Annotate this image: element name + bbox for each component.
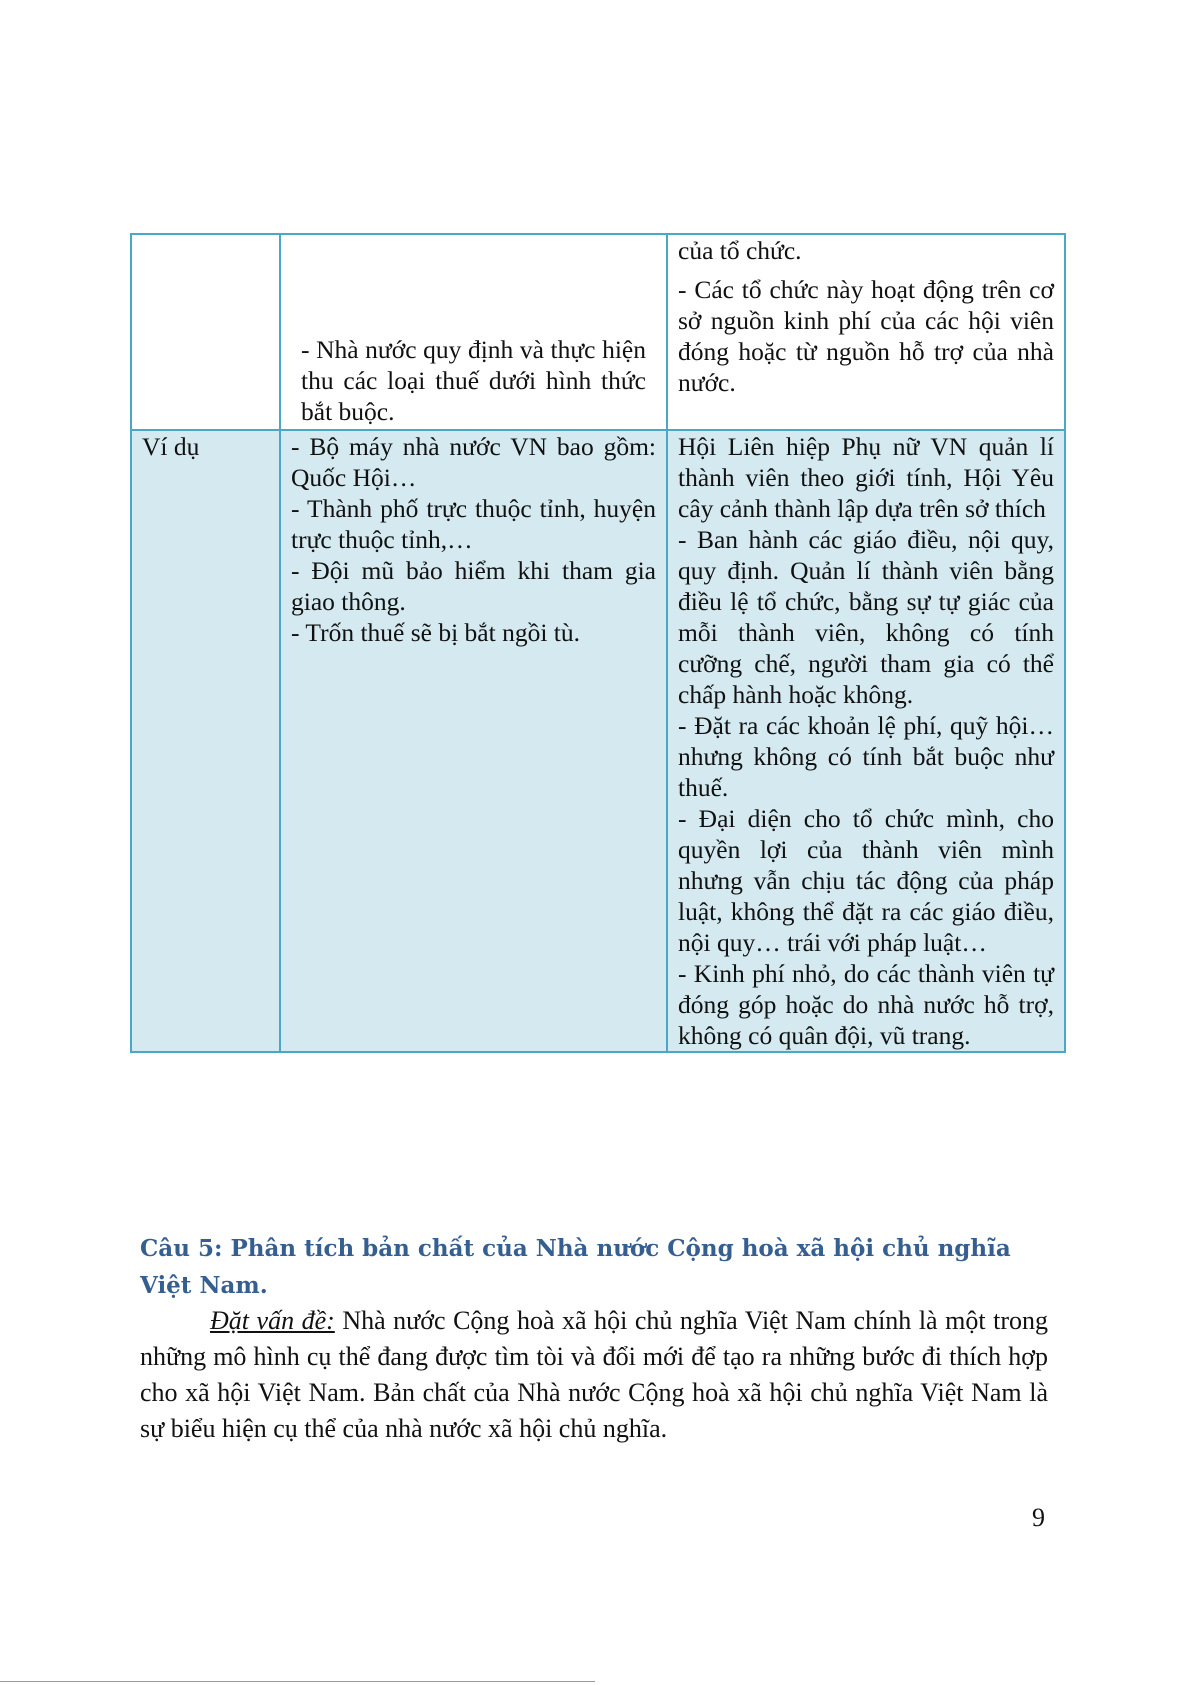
- organization-text-line: của tổ chức.: [678, 236, 802, 265]
- example-state-item: - Đội mũ bảo hiểm khi tham gia giao thông.: [291, 556, 656, 616]
- table-row-example: [131, 430, 1065, 1052]
- example-state-item: - Thành phố trực thuộc tỉnh, huyện trực thuộc tỉnh,…: [291, 494, 656, 554]
- question-body-text: Nhà nước Cộng hoà xã hội chủ nghĩa Việt Nam chính là một trong những mô hình cụ thể đang được tìm tòi và đổi mới để tạo ra những bước đi thích hợp cho xã hội Việt Nam. Bản chất của Nhà nước Cộng hoà xã hội chủ nghĩa Việt Nam là sự biểu hiện cụ thể của nhà nước xã hội chủ nghĩa.: [140, 1306, 1048, 1443]
- question-body: [140, 1303, 1048, 1447]
- table-row: [131, 234, 1065, 430]
- example-organization-item: - Đặt ra các khoản lệ phí, quỹ hội… nhưng không có tính bắt buộc như thuế.: [678, 711, 1054, 802]
- question-heading: Câu 5: Phân tích bản chất của Nhà nước Cộng hoà xã hội chủ nghĩa Việt Nam.: [140, 1235, 1011, 1299]
- example-organization-item: Hội Liên hiệp Phụ nữ VN quản lí thành viên theo giới tính, Hội Yêu cây cảnh thành lập dựa trên sở thích: [678, 432, 1054, 523]
- example-state-item: - Bộ máy nhà nước VN bao gồm: Quốc Hội…: [291, 432, 656, 492]
- comparison-table: [130, 233, 1066, 1053]
- table-cell-empty: [131, 234, 280, 430]
- organization-funding-text: - Các tổ chức này hoạt động trên cơ sở nguồn kinh phí của các hội viên đóng hoặc từ nguồn hỗ trợ của nhà nước.: [678, 275, 1054, 397]
- example-state-item: - Trốn thuế sẽ bị bắt ngồi tù.: [291, 618, 581, 647]
- table-cell-state: [280, 234, 667, 430]
- state-tax-text: - Nhà nước quy định và thực hiện thu các loại thuế dưới hình thức bắt buộc.: [301, 335, 646, 426]
- example-organization-item: - Kinh phí nhỏ, do các thành viên tự đóng góp hoặc do nhà nước hỗ trợ, không có quân đội, vũ trang.: [678, 959, 1054, 1050]
- example-label: Ví dụ: [131, 430, 280, 1052]
- page-number: 9: [1032, 1503, 1045, 1532]
- example-state-cell: [280, 430, 667, 1052]
- example-organization-item: - Ban hành các giáo điều, nội quy, quy định. Quản lí thành viên bằng điều lệ tổ chức, bằng sự tự giác của mỗi thành viên, không có tính cưỡng chế, người tham gia có thể chấp hành hoặc không.: [678, 525, 1054, 709]
- example-organization-item: - Đại diện cho tổ chức mình, cho quyền lợi của thành viên mình nhưng vẫn chịu tác động của pháp luật, không thể đặt ra các giáo điều, nội quy… trái với pháp luật…: [678, 804, 1054, 957]
- example-organization-cell: [667, 430, 1065, 1052]
- table-cell-organization: [667, 234, 1065, 430]
- page-divider: [0, 1681, 595, 1682]
- question-lead: Đặt vấn đề:: [210, 1306, 335, 1335]
